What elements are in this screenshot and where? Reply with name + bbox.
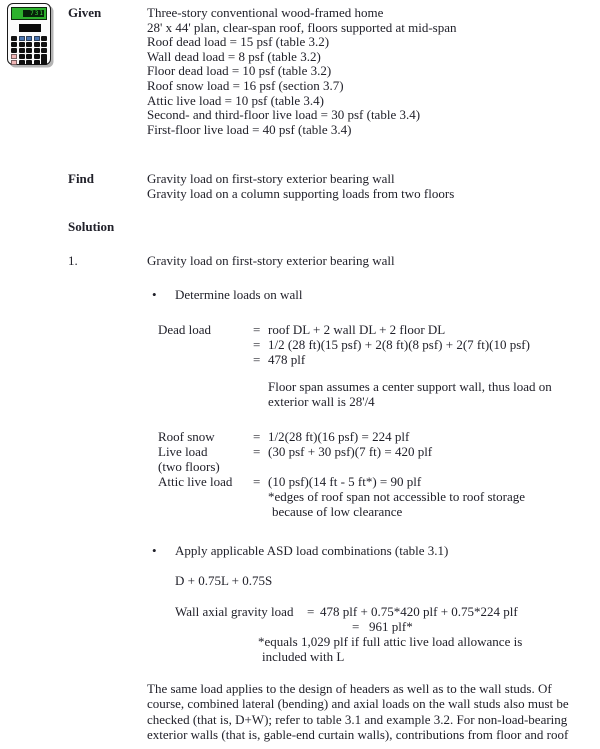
calculator-key — [34, 54, 40, 59]
calculator-key — [11, 48, 17, 53]
step1-title: Gravity load on first-story exterior bearing wall — [147, 253, 395, 268]
load-formula: (30 psf + 30 psf)(7 ft) = 420 plf — [268, 444, 433, 459]
calculator-key — [19, 36, 25, 41]
attic-footnote-line: *edges of roof span not accessible to roof storage — [268, 489, 526, 504]
wall-axial-result: 961 plf* — [369, 619, 413, 634]
closing-paragraph-line: checked (that is, D+W); refer to table 3.1 and example 3.2. For non-load-bearing — [147, 711, 568, 727]
load-formula: 1/2(28 ft)(16 psf) = 224 plf — [268, 429, 410, 444]
dead-load-result: 478 plf — [268, 352, 306, 367]
calculator-key — [19, 48, 25, 53]
calculator-key — [19, 54, 25, 59]
calculator-key — [41, 54, 47, 65]
equals-sign: = — [253, 352, 261, 367]
equals-sign: = — [253, 474, 261, 489]
wall-axial-formula: 478 plf + 0.75*420 plf + 0.75*224 plf — [320, 604, 518, 619]
wall-axial-label: Wall axial gravity load — [175, 604, 294, 619]
calculator-key — [11, 54, 17, 59]
calculator-key — [26, 54, 32, 59]
calculator-solar-panel — [19, 24, 41, 32]
equals-sign: = — [253, 444, 261, 459]
load-label: Attic live load — [158, 474, 233, 489]
solution-label: Solution — [68, 219, 115, 234]
calculator-key — [41, 36, 47, 41]
calculator-key — [34, 42, 40, 47]
calculator-display — [11, 7, 47, 20]
given-lines — [147, 6, 457, 137]
calculator-key — [11, 42, 17, 47]
calculator-key — [11, 60, 17, 65]
calculator-key — [11, 36, 17, 41]
bullet1-text: Determine loads on wall — [175, 287, 303, 302]
given-line: Second- and third-floor live load = 30 psf (table 3.4) — [147, 107, 421, 123]
equals-sign: = — [307, 604, 315, 619]
given-label: Given — [68, 5, 102, 20]
dead-load-label: Dead load — [158, 322, 212, 337]
calculator-icon — [7, 3, 51, 65]
given-line: Attic live load = 10 psf (table 3.4) — [147, 92, 325, 108]
calculator-key — [19, 42, 25, 47]
load-label: (two floors) — [158, 459, 220, 474]
calculator-key — [19, 60, 25, 65]
wall-axial-note-line: included with L — [262, 649, 345, 664]
floor-span-note — [268, 380, 552, 409]
calculator-key — [41, 48, 47, 53]
equals-sign: = — [253, 337, 261, 352]
equals-sign: = — [253, 429, 261, 444]
given-line: Floor dead load = 10 psf (table 3.2) — [147, 63, 332, 79]
calculator-keypad — [11, 36, 47, 65]
calculator-key — [41, 42, 47, 47]
find-lines — [147, 172, 454, 201]
calculator-key — [26, 48, 32, 53]
load-label: Live load — [158, 444, 208, 459]
bullet-icon: • — [152, 543, 157, 558]
find-line: Gravity load on a column supporting loads from two floors — [147, 185, 455, 201]
load-combination: D + 0.75L + 0.75S — [175, 573, 273, 588]
floor-span-note-line: exterior wall is 28'/4 — [268, 393, 375, 409]
calculator-key — [34, 36, 40, 41]
load-formula: (10 psf)(14 ft - 5 ft*) = 90 plf — [268, 474, 422, 489]
calculator-key — [26, 42, 32, 47]
calculator-key — [34, 48, 40, 53]
equals-sign: = — [253, 322, 261, 337]
calculator-key — [26, 60, 32, 65]
given-line: 28' x 44' plan, clear-span roof, floors supported at mid-span — [147, 19, 457, 35]
step1-number: 1. — [68, 253, 78, 268]
bullet-icon: • — [152, 287, 157, 302]
load-label: Roof snow — [158, 429, 215, 444]
closing-paragraph — [147, 681, 569, 742]
equals-sign: = — [352, 619, 360, 634]
attic-footnote-line: because of low clearance — [272, 504, 403, 519]
given-line: Three-story conventional wood-framed home — [147, 5, 384, 20]
given-line: First-floor live load = 40 psf (table 3.4) — [147, 121, 352, 137]
given-line: Roof snow load = 16 psf (section 3.7) — [147, 77, 344, 93]
closing-paragraph-line: course, combined lateral (bending) and axial loads on the wall studs also must be — [147, 696, 569, 712]
find-line: Gravity load on first-story exterior bearing wall — [147, 171, 395, 186]
given-line: Roof dead load = 15 psf (table 3.2) — [147, 34, 330, 50]
given-line: Wall dead load = 8 psf (table 3.2) — [147, 48, 321, 64]
floor-span-note-line: Floor span assumes a center support wall, thus load on — [268, 379, 552, 394]
dead-load-formula: roof DL + 2 wall DL + 2 floor DL — [268, 322, 446, 337]
dead-load-formula: 1/2 (28 ft)(15 psf) + 2(8 ft)(8 psf) + 2(7 ft)(10 psf) — [268, 337, 530, 352]
calculator-key — [34, 60, 40, 65]
closing-paragraph-line: exterior walls (that is, gable-end curtain walls), contributions from floor and roof — [147, 726, 569, 742]
closing-paragraph-line: The same load applies to the design of headers as well as to the wall studs. Of — [147, 681, 552, 696]
calculator-display-digits: 731 — [23, 10, 44, 17]
bullet2-text: Apply applicable ASD load combinations (table 3.1) — [175, 543, 449, 558]
wall-axial-note-line: *equals 1,029 plf if full attic live load allowance is — [258, 634, 523, 649]
find-label: Find — [68, 171, 95, 186]
calculator-key — [26, 36, 32, 41]
